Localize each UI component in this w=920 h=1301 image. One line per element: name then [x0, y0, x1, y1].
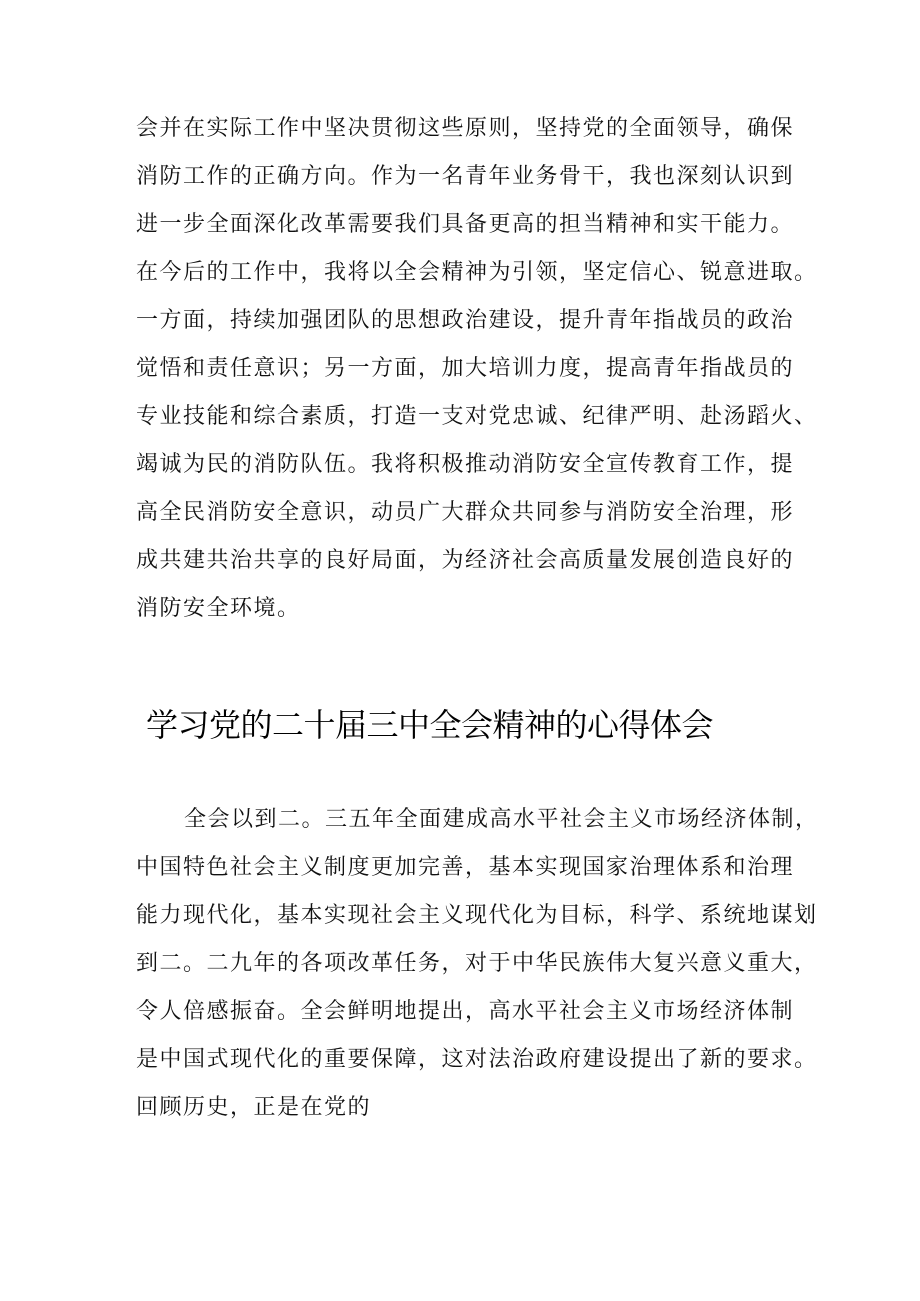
text-line: 一方面，持续加强团队的思想政治建设，提升青年指战员的政治: [136, 308, 795, 333]
text-line: 令人倍感振奋。全会鲜明地提出，高水平社会主义市场经济体制: [136, 999, 795, 1024]
text-line: 能力现代化，基本实现社会主义现代化为目标，科学、系统地谋划: [136, 903, 818, 928]
text-line: 高全民消防安全意识，动员广大群众共同参与消防安全治理，形: [136, 500, 795, 525]
text-line: 竭诚为民的消防队伍。我将积极推动消防安全宣传教育工作，提: [136, 452, 795, 477]
text-line: 在今后的工作中，我将以全会精神为引领，坚定信心、锐意进取。: [136, 260, 818, 285]
text-line: 消防安全环境。: [136, 596, 301, 621]
text-line: 专业技能和综合素质，打造一支对党忠诚、纪律严明、赴汤蹈火、: [136, 404, 818, 429]
text-line: 消防工作的正确方向。作为一名青年业务骨干，我也深刻认识到: [136, 164, 795, 189]
text-line: 成共建共治共享的良好局面，为经济社会高质量发展创造良好的: [136, 548, 795, 573]
text-line: 全会以到二。三五年全面建成高水平社会主义市场经济体制，: [184, 807, 819, 832]
text-line: 到二。二九年的各项改革任务，对于中华民族伟大复兴意义重大，: [136, 951, 818, 976]
text-line: 会并在实际工作中坚决贯彻这些原则，坚持党的全面领导，确保: [136, 116, 795, 141]
text-line: 中国特色社会主义制度更加完善，基本实现国家治理体系和治理: [136, 855, 795, 880]
section-heading: 学习党的二十届三中全会精神的心得体会: [146, 706, 714, 744]
text-line: 是中国式现代化的重要保障，这对法治政府建设提出了新的要求。: [136, 1047, 818, 1072]
text-line: 回顾历史，正是在党的: [136, 1095, 372, 1120]
text-line: 进一步全面深化改革需要我们具备更高的担当精神和实干能力。: [136, 212, 795, 237]
text-line: 觉悟和责任意识；另一方面，加大培训力度，提高青年指战员的: [136, 356, 795, 381]
